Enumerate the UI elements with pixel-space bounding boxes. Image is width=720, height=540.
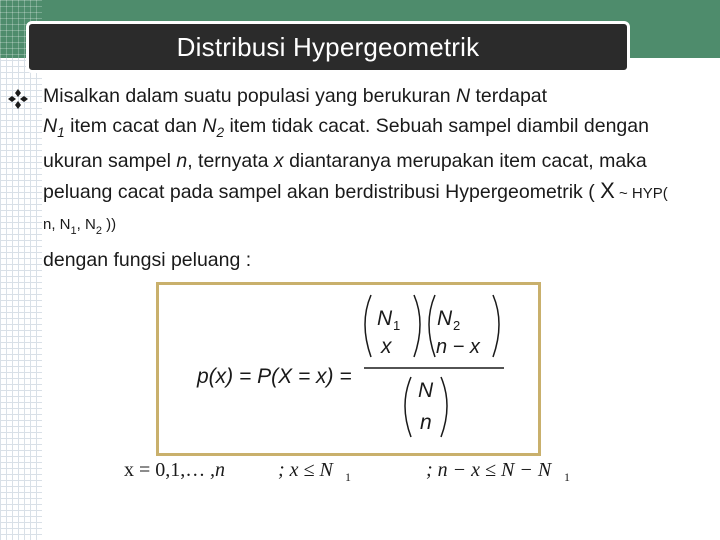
svg-text:; n − x ≤ N − N: ; n − x ≤ N − N bbox=[426, 459, 552, 481]
svg-text:1: 1 bbox=[564, 470, 570, 484]
slide-title: Distribusi Hypergeometrik bbox=[176, 31, 480, 62]
svg-text:x: x bbox=[381, 335, 392, 358]
svg-text:N: N bbox=[418, 379, 434, 402]
svg-text:N: N bbox=[377, 307, 393, 330]
svg-text:; x ≤ N: ; x ≤ N bbox=[278, 459, 333, 481]
svg-text:1: 1 bbox=[393, 318, 401, 333]
slide-title-box bbox=[26, 21, 630, 73]
formula-box bbox=[156, 282, 541, 456]
formula-lhs: p(x) = P(X = x) = bbox=[197, 365, 352, 388]
svg-text:,n: ,n bbox=[210, 459, 225, 481]
svg-text:x = 0,1,…: x = 0,1,… bbox=[124, 459, 206, 481]
bullet-paragraph: Misalkan dalam suatu populasi yang berukuran N terdapat $N_1$ item cacat dan $N_2$ item tidak cacat. Sebuah sampel diambil dengan ukuran sampel n, ternyata x diantaranya merupakan item cacat, maka peluang cacat pada sampel akan berdistribusi Hypergeometrik ( X ~ HYP( n, $N_1$, $N_2$ )) dengan fungsi peluang : bbox=[43, 85, 668, 272]
diamond-bullet-icon bbox=[6, 87, 30, 111]
svg-text:2: 2 bbox=[453, 318, 461, 333]
svg-text:N: N bbox=[437, 307, 453, 330]
support-range bbox=[118, 454, 718, 488]
svg-text:n: n bbox=[420, 411, 432, 434]
svg-text:n − x: n − x bbox=[436, 336, 480, 358]
svg-text:1: 1 bbox=[345, 470, 351, 484]
left-grid-strip bbox=[0, 0, 42, 540]
